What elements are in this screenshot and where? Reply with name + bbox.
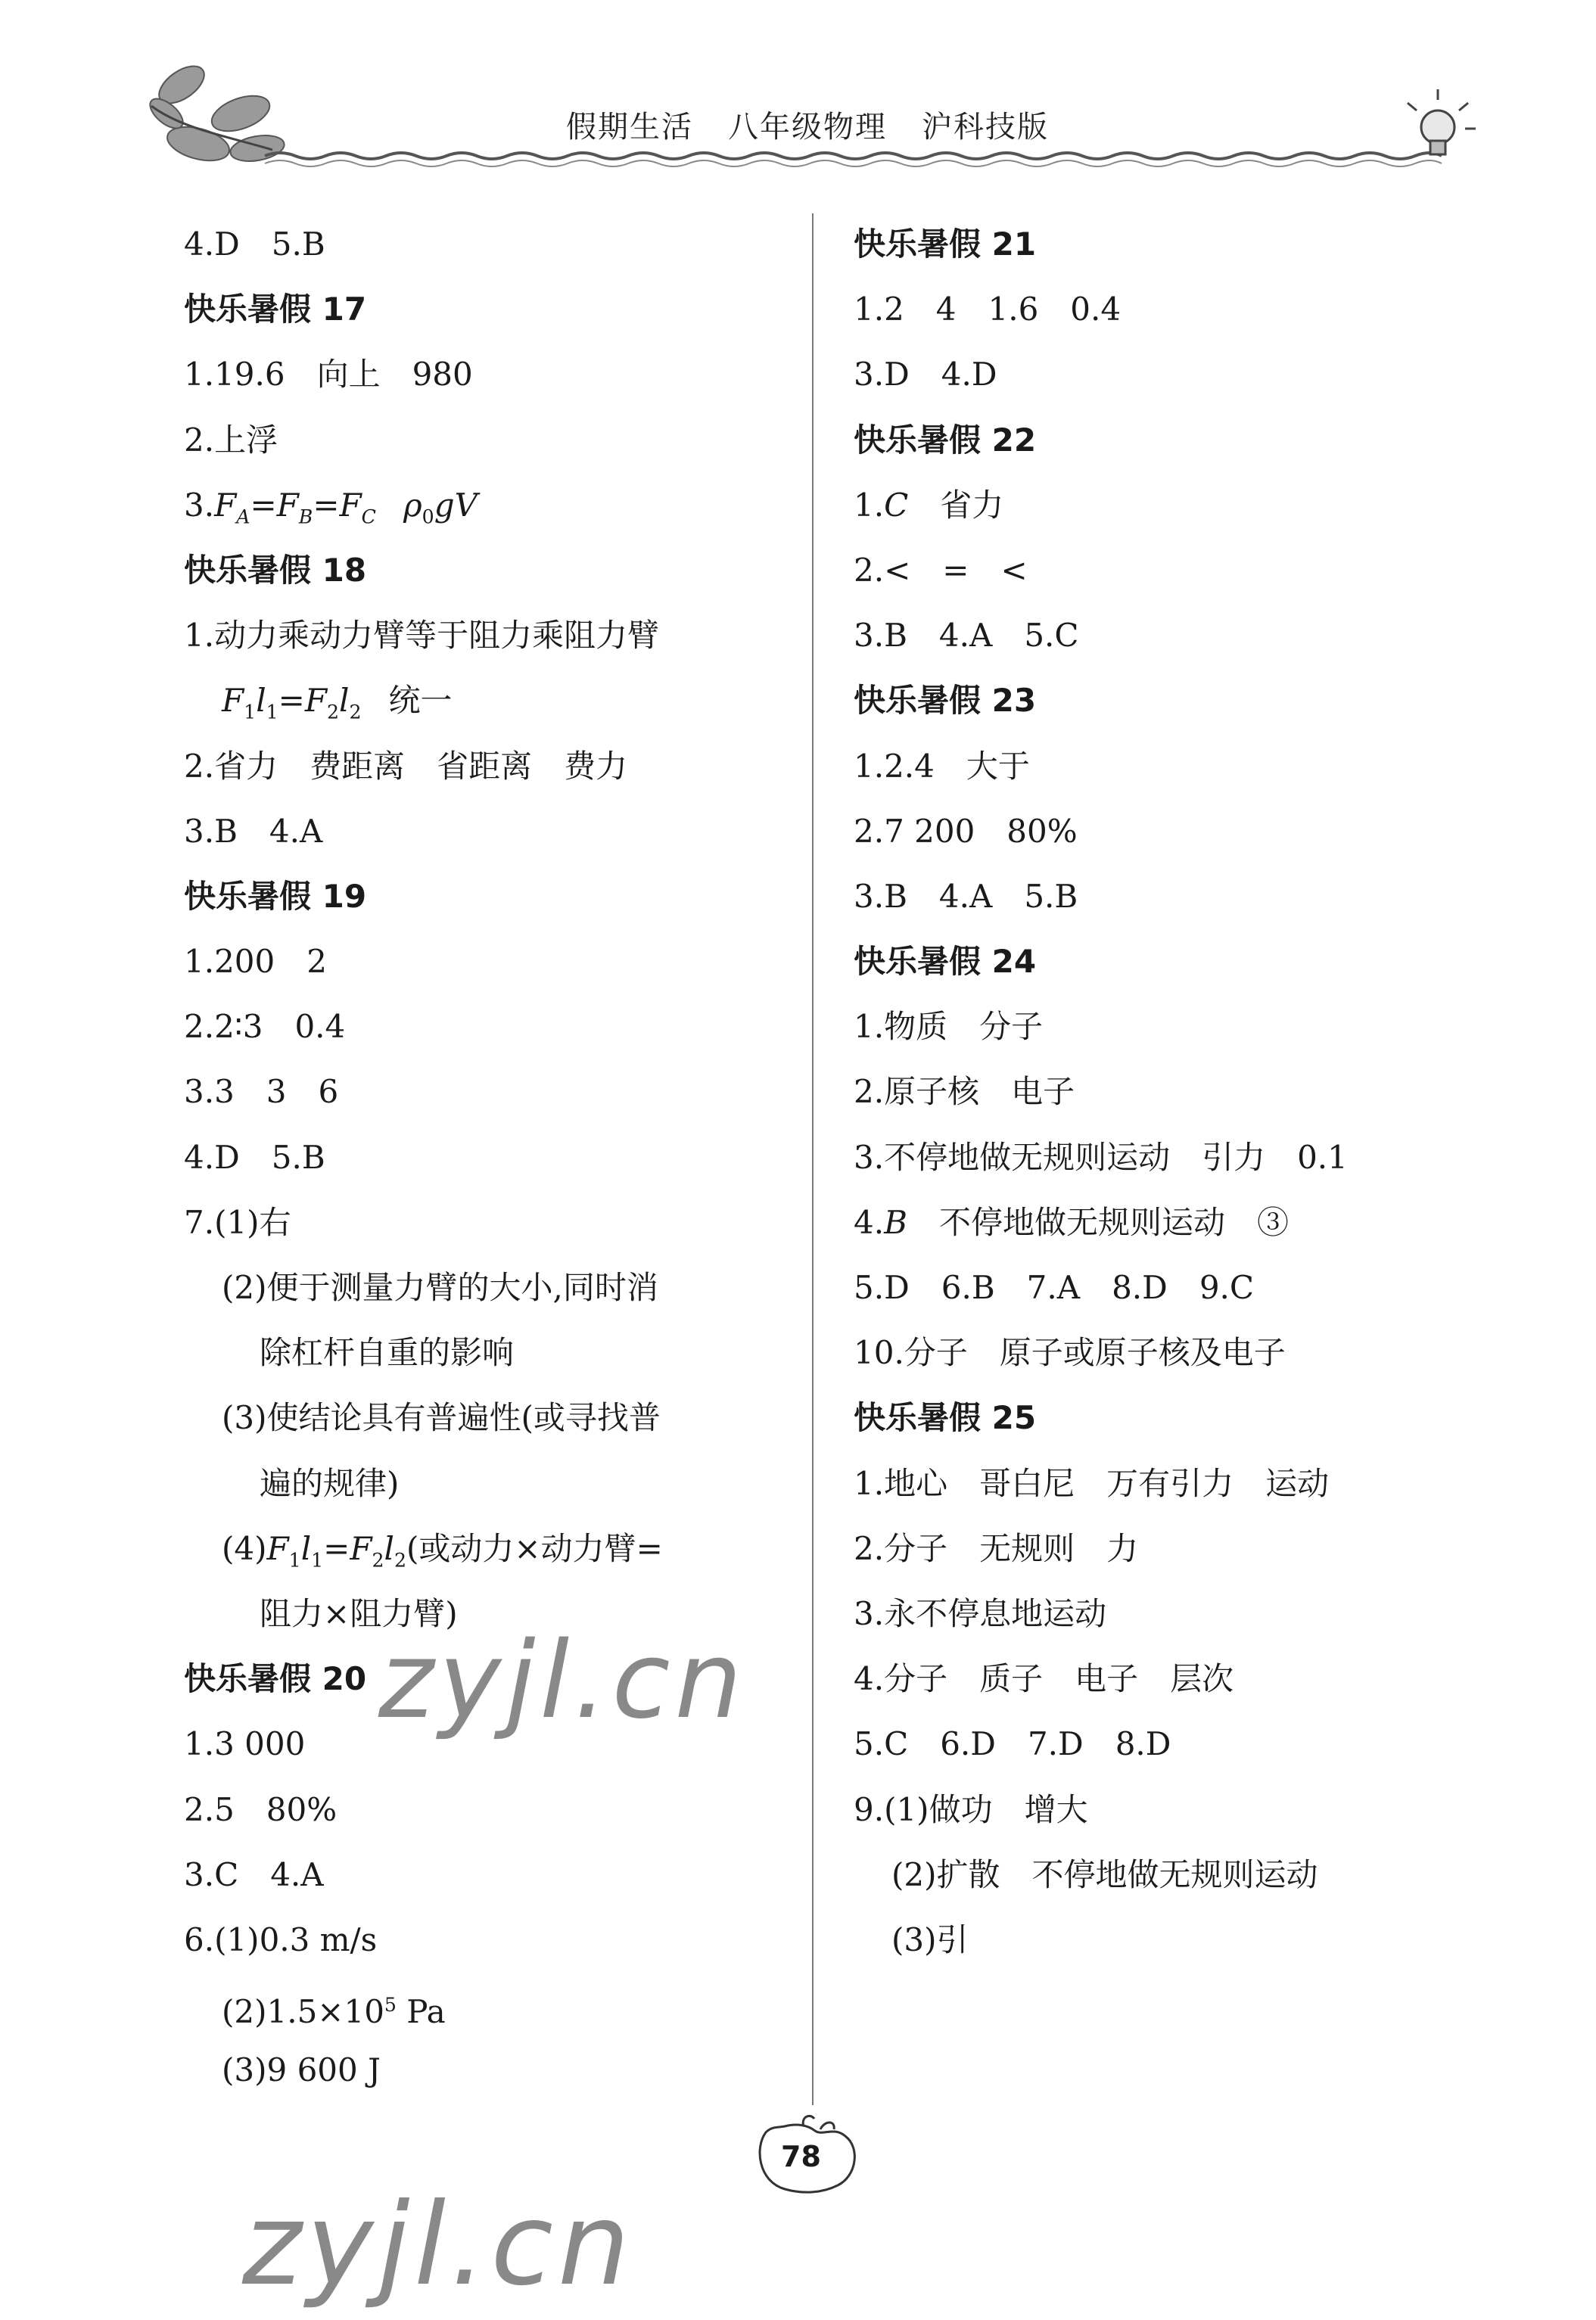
answer-line: 2.上浮 — [184, 421, 278, 459]
answer-text: 不停地做无规则运动 ③ — [907, 1203, 1289, 1241]
answer-line — [854, 1190, 1504, 1255]
math-symbol: F — [214, 486, 237, 524]
section-heading: 快乐暑假 17 — [184, 291, 367, 328]
answer-line — [854, 473, 1504, 538]
lightbulb-icon — [1421, 110, 1454, 154]
answer-line: 5.C 6.D 7.D 8.D — [854, 1725, 1171, 1763]
right-column — [854, 212, 1504, 1973]
answer-line — [184, 473, 797, 538]
answer-line: (2)便于测量力臂的大小,同时消 — [222, 1269, 658, 1306]
header-title-part: 假期生活 — [566, 110, 693, 145]
math-symbol: F — [304, 682, 328, 720]
answer-line: 7.(1)右 — [184, 1203, 291, 1241]
answer-line: (3)9 600 J — [222, 2051, 381, 2089]
section-heading: 快乐暑假 21 — [854, 225, 1037, 263]
math-symbol: l — [300, 1529, 312, 1567]
answer-text: (2)1.5×10 — [222, 1993, 384, 2031]
answer-text: (或动力×动力臂= — [406, 1529, 663, 1567]
item-number: (4) — [222, 1529, 267, 1567]
answer-line: 3.B 4.A 5.C — [854, 617, 1079, 655]
math-symbol: F — [266, 1529, 289, 1567]
math-symbol: l — [256, 682, 266, 720]
answer-line: 2.5 80% — [184, 1790, 338, 1828]
math-subscript: B — [298, 505, 313, 528]
answer-line: 1.物质 分子 — [854, 1008, 1044, 1046]
section-heading: 快乐暑假 19 — [184, 877, 367, 915]
header-title-part: 沪科技版 — [922, 110, 1049, 145]
math-symbol: = — [250, 486, 277, 524]
section-heading: 快乐暑假 24 — [854, 943, 1037, 981]
answer-line: 2.省力 费距离 省距离 费力 — [184, 747, 628, 785]
math-symbol: F — [222, 682, 244, 720]
answer-line: (2)扩散 不停地做无规则运动 — [891, 1855, 1318, 1893]
math-symbol: ρ — [403, 486, 422, 524]
answer-line: 1.3 000 — [184, 1725, 306, 1763]
math-subscript: 2 — [372, 1549, 384, 1572]
answer-line: (3)引 — [891, 1920, 969, 1958]
watermark: zyjl.cn — [242, 2179, 635, 2311]
header-title-part: 八年级物理 — [728, 110, 887, 145]
math-subscript: A — [236, 505, 250, 528]
page-number-badge — [751, 2110, 864, 2200]
item-number: 3. — [184, 486, 215, 524]
answer-line: 4.分子 质子 电子 层次 — [854, 1660, 1234, 1698]
answer-line: 3.永不停息地运动 — [854, 1594, 1107, 1632]
watermark: zyjl.cn — [378, 1619, 747, 1743]
answer-line: 5.D 6.B 7.A 8.D 9.C — [854, 1269, 1255, 1306]
math-symbol: B — [884, 1203, 907, 1241]
math-symbol: = — [323, 1529, 350, 1567]
math-subscript: 0 — [422, 505, 434, 528]
answer-line: 3.B 4.A 5.B — [854, 877, 1078, 915]
header-title — [566, 103, 1084, 146]
answer-line — [184, 1516, 797, 1581]
answer-line: 3.C 4.A — [184, 1855, 324, 1893]
math-symbol: l — [384, 1529, 394, 1567]
answer-line: 2.7 200 80% — [854, 812, 1078, 850]
answer-line: 2.< = < — [854, 551, 1028, 589]
section-heading: 快乐暑假 22 — [854, 421, 1037, 459]
math-subscript: 1 — [266, 701, 278, 723]
math-symbol: F — [350, 1529, 372, 1567]
header-vine-decoration — [0, 0, 1596, 182]
answer-line: 1.2 4 1.6 0.4 — [854, 291, 1122, 328]
section-heading: 快乐暑假 18 — [184, 551, 367, 589]
item-number: 4. — [854, 1203, 885, 1241]
math-symbol: C — [884, 486, 909, 524]
column-divider — [812, 213, 814, 2105]
math-subscript: 1 — [244, 701, 257, 723]
answer-text: 省力 — [908, 486, 1004, 524]
answer-line: 2.分子 无规则 力 — [854, 1529, 1139, 1567]
page-number: 78 — [781, 2140, 821, 2173]
math-symbol: = — [313, 486, 340, 524]
section-heading: 快乐暑假 20 — [184, 1660, 367, 1698]
math-subscript: C — [361, 505, 376, 528]
page-header — [0, 0, 1596, 182]
math-symbol: gV — [434, 486, 478, 524]
answer-line: 1.动力乘动力臂等于阻力乘阻力臂 — [184, 617, 660, 655]
answer-line: 2.2∶3 0.4 — [184, 1008, 346, 1046]
left-column — [184, 212, 797, 2103]
section-heading: 快乐暑假 23 — [854, 682, 1037, 720]
answer-line: 3.D 4.D — [854, 356, 997, 393]
answer-line: 3.不停地做无规则运动 引力 0.1 — [854, 1138, 1348, 1176]
answer-line: 6.(1)0.3 m/s — [184, 1920, 378, 1958]
answer-line: 1.地心 哥白尼 万有引力 运动 — [854, 1464, 1330, 1502]
answer-text: Pa — [396, 1993, 446, 2031]
answer-line — [184, 668, 797, 733]
math-subscript: 2 — [349, 701, 362, 723]
answer-line: (3)使结论具有普遍性(或寻找普 — [222, 1399, 661, 1437]
math-subscript: 2 — [327, 701, 340, 723]
answer-line: 10.分子 原子或原子核及电子 — [854, 1334, 1286, 1372]
section-heading: 快乐暑假 25 — [854, 1399, 1037, 1437]
math-subscript: 1 — [288, 1549, 301, 1572]
item-number: 1. — [854, 486, 885, 524]
answer-line: 4.D 5.B — [184, 1138, 325, 1176]
answer-line: 2.原子核 电子 — [854, 1073, 1075, 1111]
answer-line: 9.(1)做功 增大 — [854, 1790, 1088, 1828]
math-superscript: 5 — [384, 1994, 397, 2017]
answer-line: 阻力×阻力臂) — [260, 1594, 458, 1632]
answer-line — [184, 1973, 797, 2038]
answer-line: 1.2.4 大于 — [854, 747, 1030, 785]
math-symbol: l — [339, 682, 350, 720]
answer-line: 3.B 4.A — [184, 812, 323, 850]
math-symbol: F — [339, 486, 362, 524]
math-symbol: = — [278, 682, 305, 720]
answer-line: 1.200 2 — [184, 943, 327, 981]
answer-text: 统一 — [388, 682, 453, 720]
math-subscript: 2 — [394, 1549, 407, 1572]
math-subscript: 1 — [311, 1549, 324, 1572]
answer-line: 除杠杆自重的影响 — [260, 1334, 515, 1372]
answer-line: 1.19.6 向上 980 — [184, 356, 473, 393]
math-symbol: F — [276, 486, 299, 524]
answer-line: 4.D 5.B — [184, 225, 325, 263]
answer-line: 3.3 3 6 — [184, 1073, 339, 1111]
answer-line: 遍的规律) — [260, 1464, 400, 1502]
